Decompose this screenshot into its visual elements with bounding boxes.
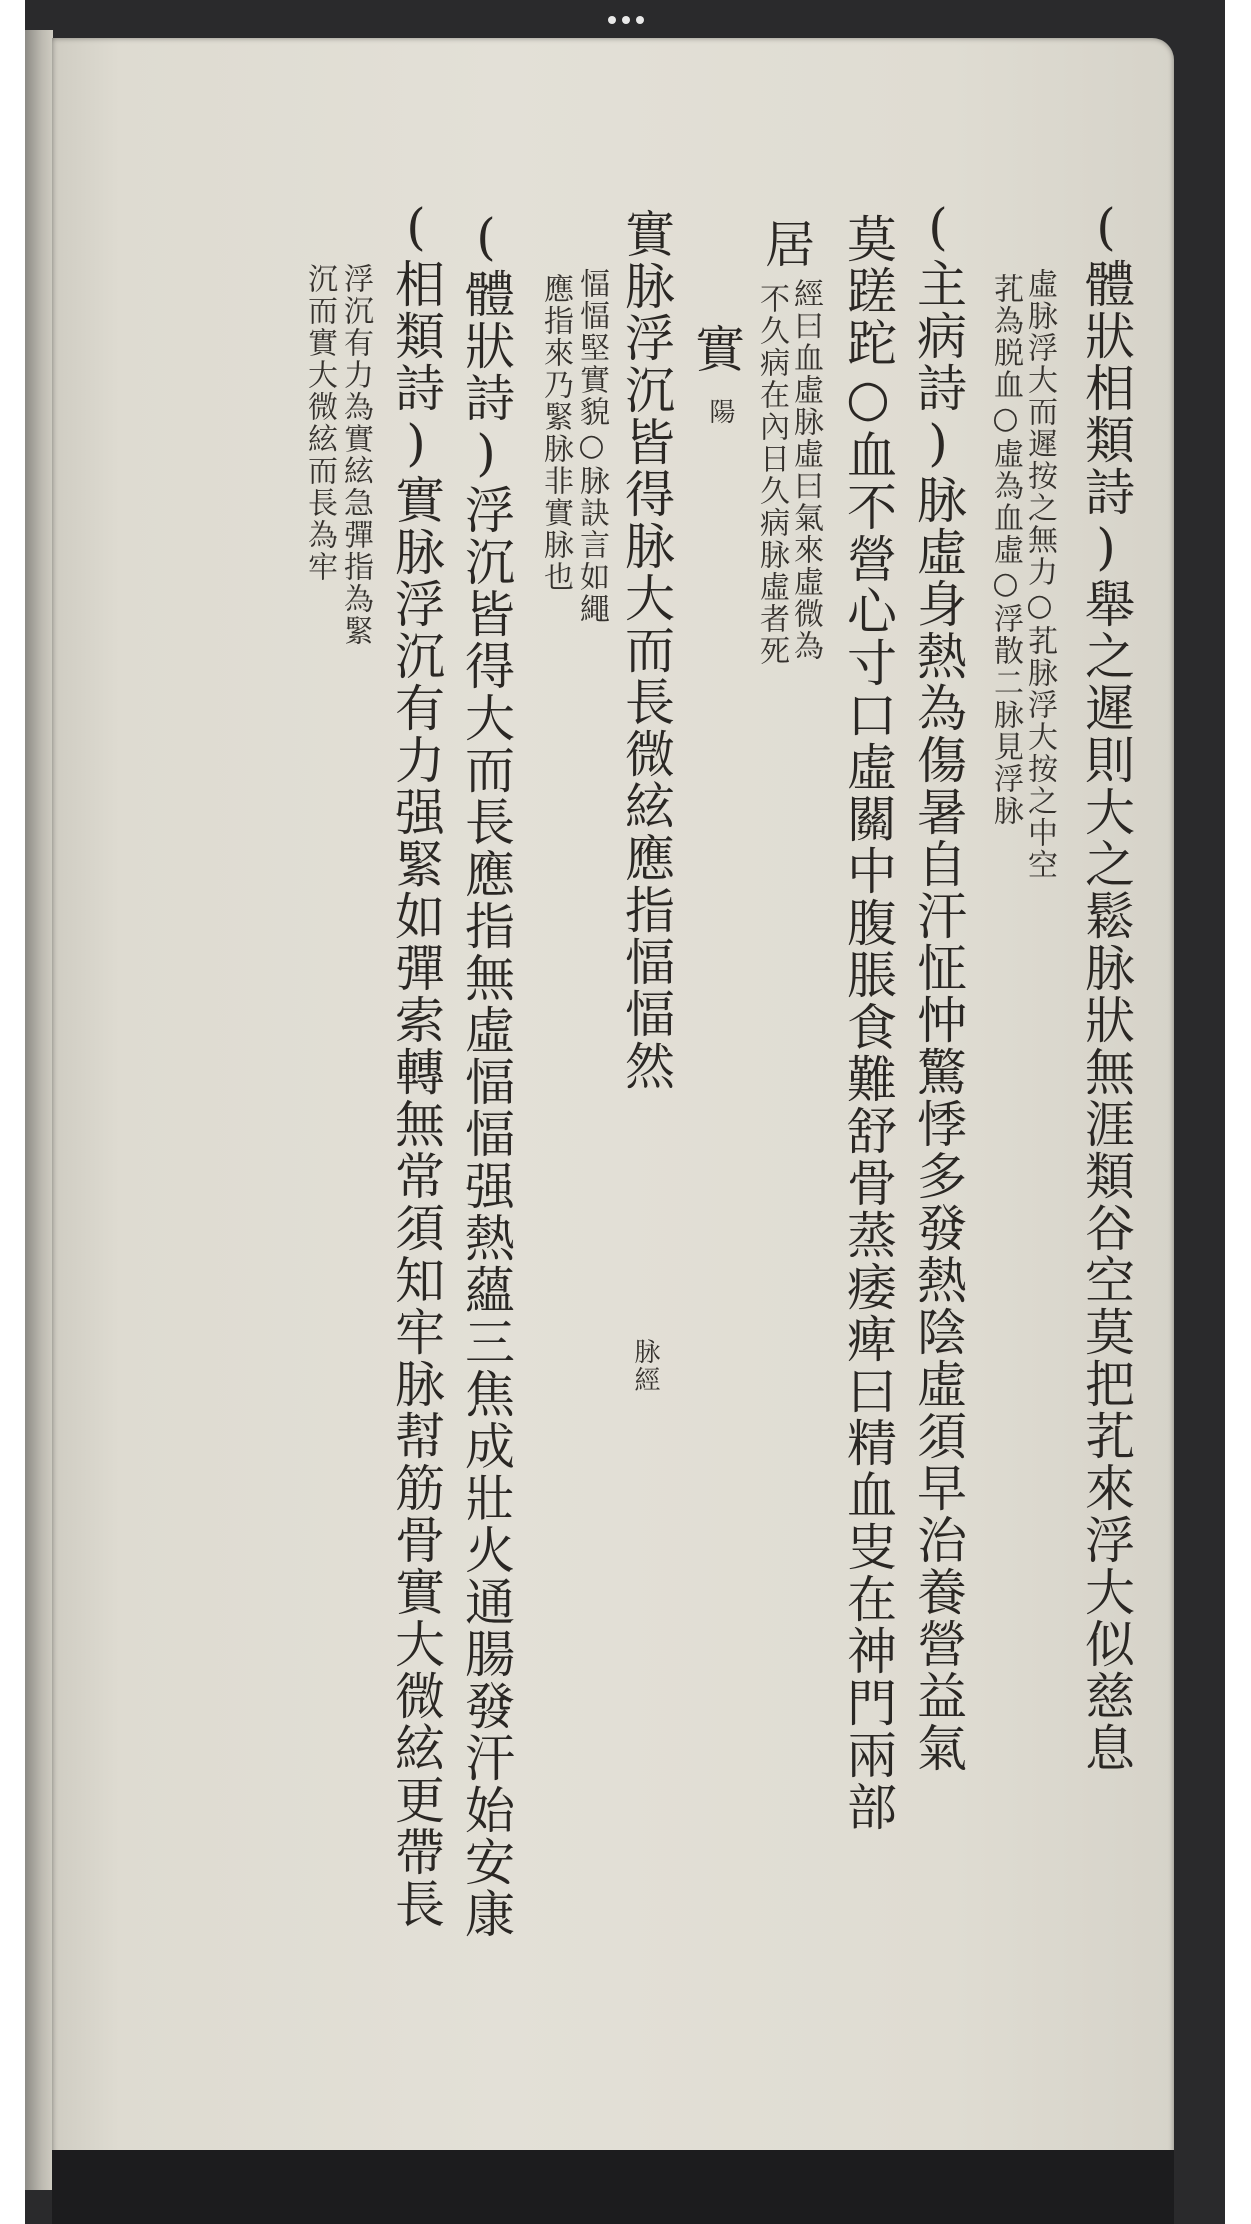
text-column-1: (體狀相類詩)舉之遲則大之鬆脉狀無涯類谷空莫把芤來浮大似慈息 <box>1077 198 1135 1774</box>
text-column-11: (體狀詩)浮沉皆得大而長應指無虛愊愊强熱蘊三焦成壯火通腸發汗始安康 <box>457 208 515 1940</box>
note-column-6b: 不久病在內日久病脉虛者死 <box>754 283 789 667</box>
manuscript-page <box>52 38 1174 2188</box>
text-column-8-note: 脉經 <box>630 1338 660 1394</box>
text-column-12: (相類詩)實脉浮沉有力强緊如彈索轉無常須知牢脉幇筋骨實大微絃更帶長 <box>387 198 445 1930</box>
note-column-3: 芤為脱血○虛為血虛○浮散二脉見浮脉 <box>988 273 1023 827</box>
text-column-8: 實脉浮沉皆得脉大而長微絃應指愊愊然 <box>617 208 675 1092</box>
page-edge <box>25 30 53 2190</box>
section-heading-note: 陽 <box>705 398 735 426</box>
text-column-5: 莫蹉跎○血不營心寸口虛關中腹脹食難舒骨蒸痿痺曰精血㕜在神門兩部 <box>839 213 897 1833</box>
note-column-10: 應指來乃緊脉非實脉也 <box>538 273 573 593</box>
text-column-4: (主病詩)脉虛身熱為傷暑自汗怔忡驚悸多發熱陰虛須早治養營益氣 <box>909 198 967 1774</box>
note-column-14: 沉而實大微絃而長為牢 <box>302 263 337 583</box>
note-column-13: 浮沉有力為實絃急彈指為緊 <box>338 263 373 647</box>
more-options-icon[interactable] <box>596 6 656 34</box>
text-column-7a: 居 <box>757 218 815 270</box>
note-column-9: 愊愊堅實貌○脉訣言如繩 <box>574 268 609 625</box>
note-column-6a: 經曰血虛脉虛曰氣來虛微為 <box>788 278 823 662</box>
section-heading: 實 <box>687 323 745 375</box>
scan-bottom-border <box>52 2150 1174 2224</box>
note-column-2: 虛脉浮大而遲按之無力○芤脉浮大按之中空 <box>1022 268 1057 881</box>
dot-icon <box>636 16 644 24</box>
dot-icon <box>622 16 630 24</box>
dot-icon <box>608 16 616 24</box>
